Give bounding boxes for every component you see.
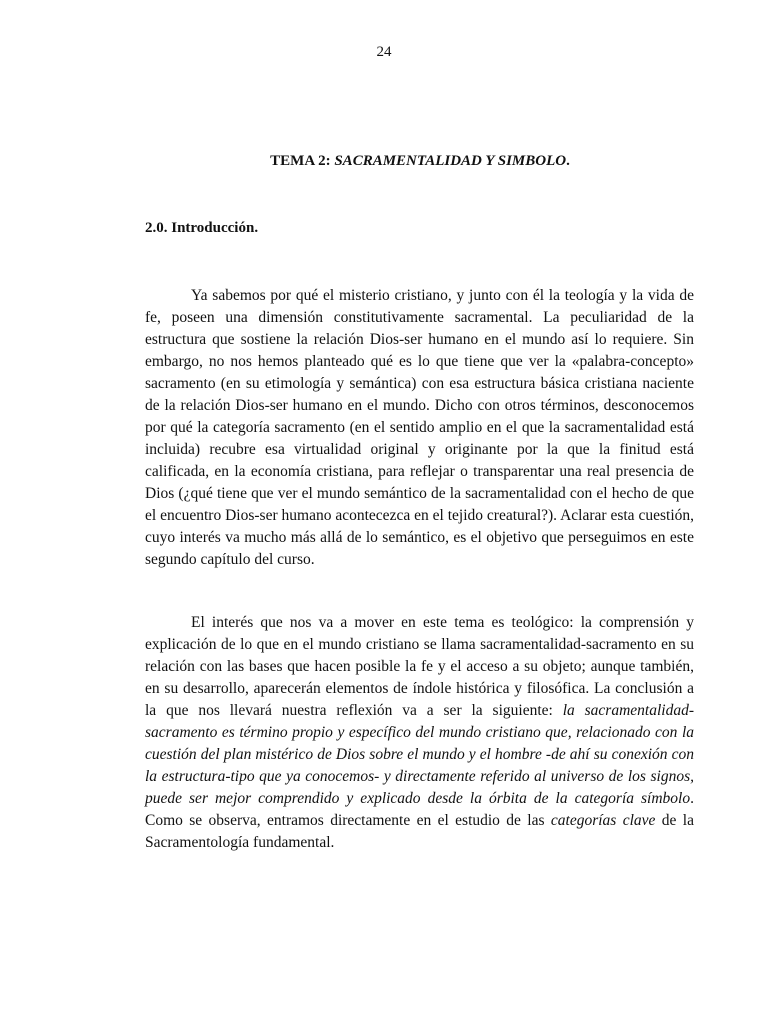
paragraph-2 [145, 612, 694, 854]
chapter-title [0, 153, 768, 170]
paragraph-1 [145, 285, 694, 571]
title-suffix: . [566, 153, 570, 169]
page-number: 24 [376, 44, 392, 60]
section-heading: 2.0. Introducción. [145, 220, 259, 236]
paragraph-2-part2: . Como se observa, entramos directamente en el estudio de las [145, 790, 694, 829]
title-prefix: TEMA 2: [270, 153, 335, 169]
title-italic: SACRAMENTALIDAD Y SIMBOLO [334, 153, 567, 169]
paragraph-2-italic2: categorías clave [550, 812, 656, 829]
paragraph-2-part3: de la Sacramentología fundamental. [145, 812, 694, 851]
paragraph-1-text: Ya sabemos por qué el misterio cristiano, y junto con él la teología y la vida de fe, poseen una dimensión constitutivamente sacramental. La peculiaridad de la estructura que sostiene la relación Dios-ser humano en el mundo así lo requiere. Sin embargo, no nos hemos planteado qué es lo que tiene que ver la «palabra-concepto» sacramento (en su etimología y semántica) con esa estructura básica cristiana naciente de la relación Dios-ser humano en el mundo. Dicho con otros términos, desconocemos por qué la categoría sacramento (en el sentido amplio en el que la sacramentalidad está incluida) recubre esa virtualidad original y originante por la que la finitud está calificada, en la economía cristiana, para reflejar o transparentar una real presencia de Dios (¿qué tiene que ver el mundo semántico de la sacramentalidad con el hecho de que el encuentro Dios-ser humano acontecezca en el tejido creatural?). Aclarar esta cuestión, cuyo interés va mucho más allá de lo semántico, es el objetivo que perseguimos en este segundo capítulo del curso. [145, 287, 694, 568]
paragraph-2-part1: El interés que nos va a mover en este tema es teológico: la comprensión y explicación de lo que en el mundo cristiano se llama sacramentalidad-sacramento en su relación con las bases que hacen posible la fe y el acceso a su objeto; aunque también, en su desarrollo, aparecerán elementos de índole histórica y filosófica. La conclusión a la que nos llevará nuestra reflexión va a ser la siguiente: [145, 614, 694, 719]
paragraph-2-italic1: la sacramentalidad-sacramento es término propio y específico del mundo cristiano que, relacionado con la cuestión del plan mistérico de Dios sobre el mundo y el hombre -de ahí su conexión con la estructura-tipo que ya conocemos- y directamente referido al universo de los signos, puede ser mejor comprendido y explicado desde la órbita de la categoría símbolo [145, 702, 694, 807]
